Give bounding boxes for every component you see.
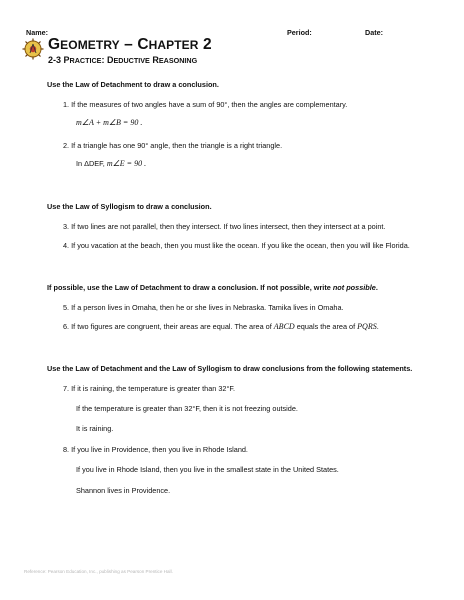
problem-1: 1. If the measures of two angles have a sum of 90°, then the angles are complementary. xyxy=(63,100,348,109)
problem-7-statement-2: If the temperature is greater than 32°F, then it is not freezing outside. xyxy=(76,404,298,413)
compass-gear-logo-icon xyxy=(22,38,44,60)
period-label: Period: xyxy=(287,28,312,37)
section-heading-if-possible: If possible, use the Law of Detachment to draw a conclusion. If not possible, write not possible. xyxy=(47,283,378,292)
problem-8-statement-2: If you live in Rhode Island, then you live in the smallest state in the United States. xyxy=(76,465,339,474)
problem-6: 6. If two figures are congruent, their areas are equal. The area of ABCD equals the area of PQRS. xyxy=(63,322,379,331)
problem-8-statement-3: Shannon lives in Providence. xyxy=(76,486,171,495)
problem-7-statement-3: It is raining. xyxy=(76,424,114,433)
problem-8: 8. If you live in Providence, then you live in Rhode Island. xyxy=(63,445,248,454)
page-title: GEOMETRY – CHAPTER 2 xyxy=(48,36,212,53)
section-heading-detachment: Use the Law of Detachment to draw a conclusion. xyxy=(47,80,219,89)
problem-2-given: In ΔDEF, m∠E = 90 . xyxy=(76,159,147,168)
section-heading-both-laws: Use the Law of Detachment and the Law of Syllogism to draw conclusions from the following statements. xyxy=(47,364,413,373)
problem-5: 5. If a person lives in Omaha, then he or she lives in Nebraska. Tamika lives in Omaha. xyxy=(63,303,344,312)
problem-2: 2. If a triangle has one 90° angle, then the triangle is a right triangle. xyxy=(63,141,283,150)
problem-1-given: m∠A + m∠B = 90 . xyxy=(76,118,143,127)
date-label: Date: xyxy=(365,28,383,37)
section-heading-syllogism: Use the Law of Syllogism to draw a conclusion. xyxy=(47,202,212,211)
page-subtitle: 2-3 PRACTICE: DEDUCTIVE REASONING xyxy=(48,55,198,65)
problem-7: 7. If it is raining, the temperature is greater than 32°F. xyxy=(63,384,236,393)
reference-footer: Reference: Pearson Education, Inc., publishing as Pearson Prentice Hall. xyxy=(24,569,173,574)
problem-3: 3. If two lines are not parallel, then they intersect. If two lines intersect, then they intersect at a point. xyxy=(63,222,386,231)
problem-4: 4. If you vacation at the beach, then you must like the ocean. If you like the ocean, then you will like Florida. xyxy=(63,241,410,250)
name-label: Name: xyxy=(26,28,48,37)
